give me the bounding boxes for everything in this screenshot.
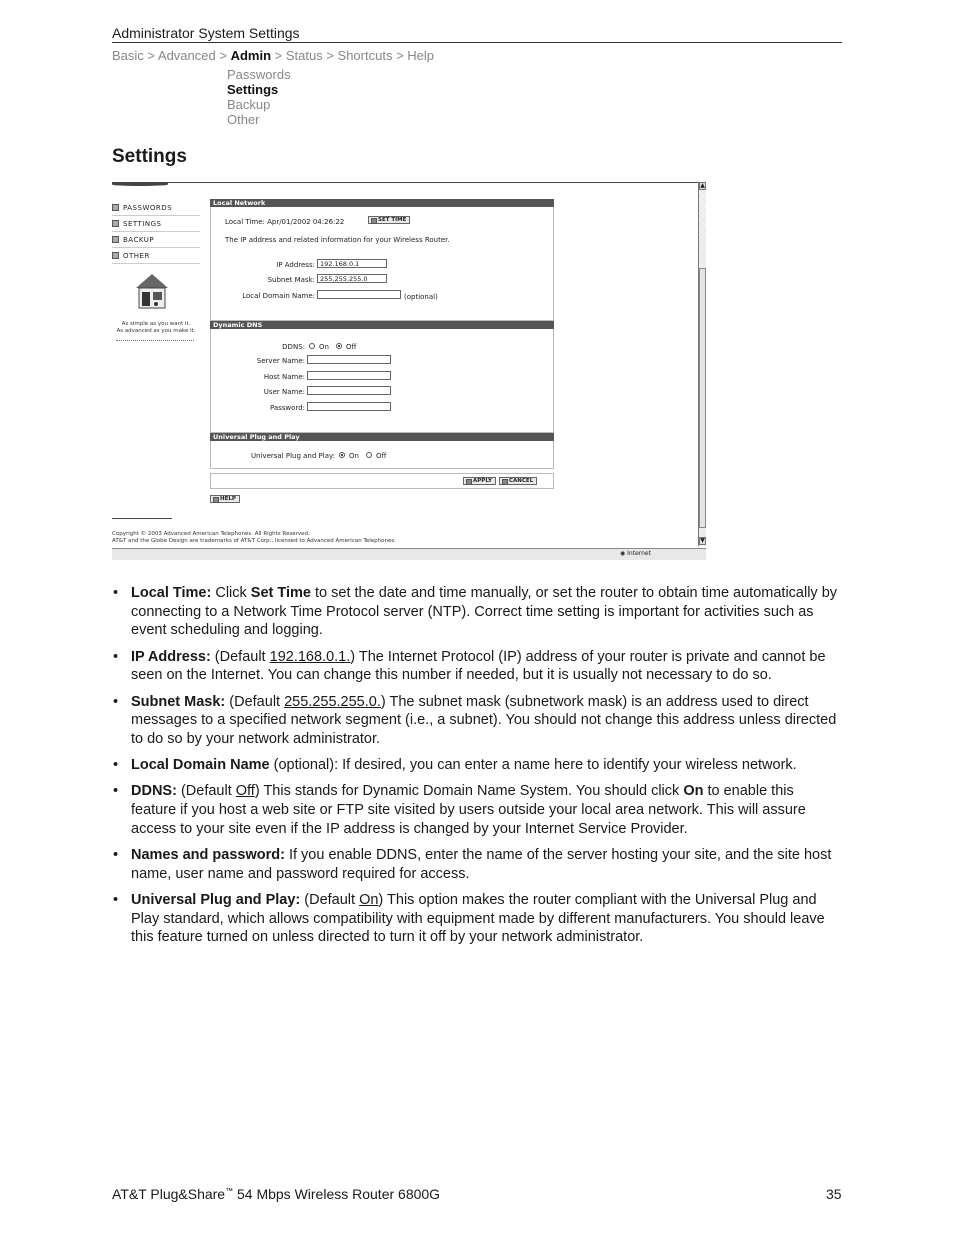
ddns-panel — [210, 329, 554, 433]
upnp-on-radio[interactable] — [339, 452, 345, 458]
crumb-status[interactable]: Status — [285, 48, 323, 63]
internet-zone — [620, 550, 651, 557]
crumb-basic[interactable]: Basic — [112, 48, 144, 63]
text: (optional): If desired, you can enter a name here to identify your wireless network. — [269, 757, 797, 774]
house-logo-icon — [134, 272, 170, 310]
menu-settings[interactable] — [112, 216, 200, 232]
menu-other[interactable] — [112, 248, 200, 264]
term: IP Address: — [131, 648, 211, 665]
globe-icon: ◉ — [620, 550, 628, 557]
submenu-backup[interactable]: Backup — [227, 97, 271, 112]
trademark: ™ — [225, 1186, 234, 1196]
crumb-sep: > — [392, 48, 408, 63]
crumb-admin[interactable]: Admin — [230, 48, 272, 63]
default-value: 255.255.255.0. — [284, 693, 381, 710]
local-network-heading: Local Network — [210, 199, 554, 207]
upnp-off-label: Off — [376, 452, 387, 460]
cancel-button[interactable]: CANCEL — [499, 477, 537, 485]
copyright-line2: AT&T and the Globe Design are trademarks of AT&T Corp., licensed to Advanced American Telephones. — [112, 538, 397, 544]
host-input[interactable] — [307, 371, 391, 380]
text: (Default — [176, 783, 236, 800]
upnp-on-label: On — [349, 452, 359, 460]
text: ) This stands for Dynamic Domain Name System. You should click — [254, 783, 684, 800]
submenu-passwords[interactable]: Passwords — [227, 67, 291, 82]
bullet-icon — [112, 204, 119, 211]
submenu-other[interactable]: Other — [227, 112, 260, 127]
crumb-sep: > — [322, 48, 338, 63]
logo-swoosh — [112, 183, 168, 186]
action-panel — [210, 473, 554, 489]
bullet-icon — [112, 220, 119, 227]
dotted-divider — [116, 340, 194, 341]
local-network-panel — [210, 207, 554, 321]
menu-passwords[interactable] — [112, 200, 200, 216]
text: (Default — [210, 648, 270, 665]
bullet-icon — [112, 236, 119, 243]
text: to set the date and time manually, or set the router to obtain time automatically by connecting to a Network Time Protocol server (NTP). Correct time setting is important for activities such as event scheduling and logging. — [131, 585, 838, 639]
default-value: 192.168.0.1. — [269, 648, 351, 665]
term: Set Time — [250, 585, 311, 601]
password-label: Password: — [269, 404, 305, 412]
menu-label: OTHER — [123, 251, 150, 260]
footer-product — [112, 1186, 440, 1202]
menu-label: BACKUP — [123, 235, 155, 244]
tagline-line1: As simple as you want it. — [121, 321, 191, 327]
product-model: 54 Mbps Wireless Router 6800G — [233, 1186, 441, 1202]
crumb-help[interactable]: Help — [407, 48, 435, 63]
user-label: User Name: — [263, 388, 305, 396]
upnp-off-radio[interactable] — [366, 452, 372, 458]
product-name: AT&T Plug&Share — [112, 1186, 226, 1202]
domain-input[interactable] — [317, 290, 401, 299]
copyright-rule — [112, 518, 172, 519]
mask-input[interactable]: 255.255.255.0 — [317, 274, 387, 283]
header-rule — [112, 42, 842, 43]
menu-backup[interactable] — [112, 232, 200, 248]
set-time-button[interactable]: SET TIME — [368, 216, 410, 224]
term: Local Time: — [131, 585, 212, 601]
local-time: Local Time: Apr/01/2002 04:26:22 — [225, 218, 345, 226]
tagline-line2: As advanced as you make it. — [116, 328, 196, 334]
upnp-panel — [210, 441, 554, 469]
page-header: Administrator System Settings — [112, 25, 300, 41]
text: Click — [211, 585, 251, 601]
list-item — [112, 782, 842, 838]
help-row — [210, 489, 554, 505]
list-item — [112, 846, 842, 883]
ddns-off-label: Off — [346, 343, 357, 351]
tagline — [116, 321, 196, 335]
browser-status-bar — [112, 548, 706, 560]
scroll-down-icon[interactable]: ▼ — [700, 537, 705, 544]
term: Names and password: — [131, 846, 285, 863]
term: DDNS: — [131, 783, 177, 800]
settings-form — [210, 199, 554, 505]
host-label: Host Name: — [263, 373, 305, 381]
term: On — [683, 783, 704, 800]
default-value: On — [359, 891, 379, 908]
text: ) The subnet mask (subnetwork mask) is an address used to direct messages to a specified network segment (i.e., a subnet). You should not change this address unless directed to do so by your network administrator. — [131, 693, 837, 747]
mask-label: Subnet Mask: — [267, 276, 315, 284]
submenu-settings[interactable]: Settings — [227, 82, 279, 97]
list-item — [112, 584, 842, 640]
crumb-sep: > — [143, 48, 158, 63]
scroll-thumb[interactable] — [699, 268, 706, 528]
upnp-label: Universal Plug and Play: — [250, 452, 335, 460]
ddns-off-radio[interactable] — [336, 343, 342, 349]
crumb-sep: > — [215, 48, 231, 63]
menu-label: SETTINGS — [123, 219, 162, 228]
text: (Default — [225, 693, 285, 710]
crumb-advanced[interactable]: Advanced — [157, 48, 216, 63]
text: ) The Internet Protocol (IP) address of your router is private and cannot be seen on the Internet. You can change this number if needed, but it is usually not necessary to do so. — [131, 648, 826, 684]
server-input[interactable] — [307, 355, 391, 364]
section-title: Settings — [112, 146, 187, 167]
user-input[interactable] — [307, 386, 391, 395]
internet-label: Internet — [627, 550, 651, 557]
ddns-label: DDNS: — [282, 343, 305, 351]
page-number: 35 — [826, 1186, 842, 1202]
text: If you enable DDNS, enter the name of the server hosting your site, and the site host name, user name and password required for access. — [131, 846, 832, 882]
term: Universal Plug and Play: — [131, 891, 301, 908]
router-info-text: The IP address and related information for your Wireless Router. — [225, 236, 450, 244]
term: Subnet Mask: — [131, 693, 226, 710]
shot-top-rule — [112, 182, 698, 183]
ddns-on-radio[interactable] — [309, 343, 315, 349]
ip-input[interactable]: 192.168.0.1 — [317, 259, 387, 268]
side-menu — [112, 200, 200, 264]
text: (Default — [300, 891, 360, 908]
crumb-sep: > — [271, 48, 286, 63]
bullet-list — [112, 584, 842, 954]
password-input[interactable] — [307, 402, 391, 411]
domain-label: Local Domain Name: — [242, 292, 315, 300]
menu-label: PASSWORDS — [123, 203, 173, 212]
upnp-heading: Universal Plug and Play — [210, 433, 554, 441]
copyright-line1: Copyright © 2003 Advanced American Telephones. All Rights Reserved. — [112, 531, 310, 537]
copyright — [112, 531, 396, 545]
help-button[interactable]: HELP — [210, 495, 240, 503]
text: ) This option makes the router compliant with the Universal Plug and Play standard, which allows compatibility with equipment made by different manufacturers. You should leave this feature turned on unless directed to turn it off by your network administrator. — [131, 891, 825, 946]
term: Local Domain Name — [131, 757, 270, 774]
text: to enable this feature if you host a web site or FTP site visited by users outside your local area network. This will assure access to your site even if the IP address is changed by your Internet Service Provider. — [131, 783, 806, 837]
list-item — [112, 693, 842, 749]
breadcrumb — [112, 48, 434, 63]
apply-button[interactable]: APPLY — [463, 477, 496, 485]
ddns-on-label: On — [319, 343, 329, 351]
vertical-scrollbar[interactable] — [698, 182, 706, 546]
scroll-up-icon[interactable]: ▲ — [700, 182, 705, 189]
bullet-icon — [112, 252, 119, 259]
default-value: Off — [235, 783, 255, 800]
crumb-shortcuts[interactable]: Shortcuts — [337, 48, 393, 63]
list-item — [112, 648, 842, 685]
ddns-heading: Dynamic DNS — [210, 321, 554, 329]
optional-note: (optional) — [404, 293, 438, 301]
server-label: Server Name: — [256, 357, 305, 365]
ip-label: IP Address: — [276, 261, 315, 269]
list-item — [112, 891, 842, 947]
router-screenshot — [112, 182, 706, 560]
list-item — [112, 756, 842, 775]
